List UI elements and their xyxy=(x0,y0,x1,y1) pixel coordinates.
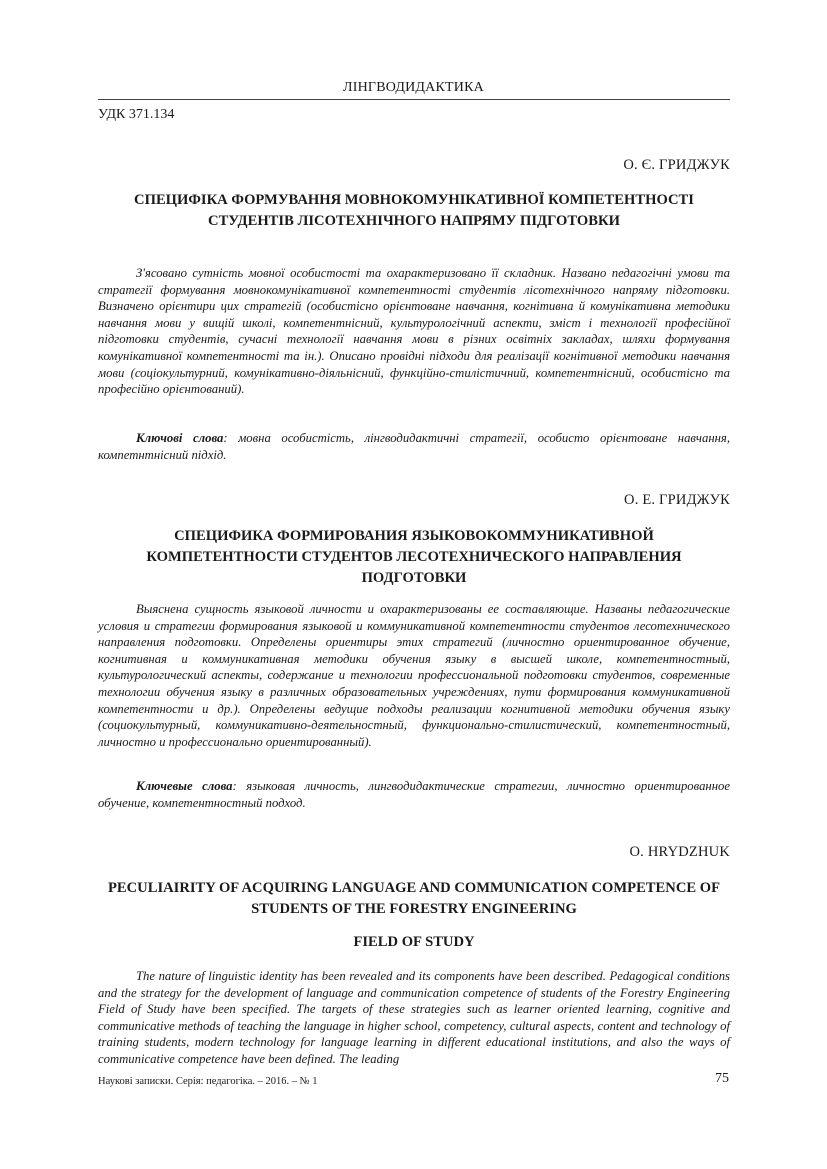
author-russian: О. Е. ГРИДЖУК xyxy=(624,492,730,508)
abstract-english: The nature of linguistic identity has been revealed and its components have been described. Pedagogical conditions and the strategy for the development of language and communication competence of students of the Forestry Engineering Field of Study have been specified. The targets of these strategies such as learner oriented learning, cognitive and communicative methods of teaching the language in higher school, competency, cultural aspects, content and technology of training students, modern technology for language learning in different educational institutions, and also the ways of communicative competence have been defined. The leading xyxy=(98,969,730,1066)
journal-footer: Наукові записки. Серія: педагогіка. – 2016. – № 1 xyxy=(98,1076,318,1087)
subtitle-english: FIELD OF STUDY xyxy=(353,934,475,950)
keywords-text-ukrainian: : мовна особистість, лінгводидактичні стратегії, особисто орієнтоване навчання, компетнтнісний підхід. xyxy=(98,431,730,462)
abstract-russian: Выяснена сущность языковой личности и охарактеризованы ее составляющие. Названы педагогические условия и стратегии формирования языковой и коммуникативной компетентности студентов лесотехнического направления подготовки. Определены ориентиры этих стратегий (личностно ориентированное обучение, когнитивная и коммуникативная методики обучения языку в высшей школе, компетентностный, культурологический аспекты, содержание и технологии профессиональной подготовки студентов, современные технологии обучения языку в различных образовательных учреждениях, пути формирования коммуникативной компетентности и др.). Определены ведущие подходы реализации когнитивной методики обучения языку (социокультурный, коммуникативно-деятельностный, функционально-стилистический, компетентностный, личностно и профессионально ориентированный). xyxy=(98,602,730,749)
abstract-ukrainian: З'ясовано сутність мовної особистості та охарактеризовано її складник. Названо педагогічні умови та стратегії формування мовнокомунікативної компетентності студентів лісотехнічного напряму підготовки. Визначено орієнтири цих стратегій (особистісно орієнтоване навчання, когнітивна й комунікативна методики навчання мови у вищій школі, компетентнісний, культурологічний аспекти, зміст і технології професійної підготовки студентів, сучасні технології навчання мови в різних освітніх закладах, шляхи формування комунікативної компетентності та ін.). Описано провідні підходи для реалізації когнітивної методики навчання мови (соціокультурний, комунікативно-діяльнісний, функційно-стилістичний, компетентнісний, особистісно та професійно орієнтований). xyxy=(98,266,730,397)
keywords-russian xyxy=(98,778,730,811)
keywords-label-russian: Ключевые слова xyxy=(136,779,233,793)
title-english: PECULIAIRITY OF ACQUIRING LANGUAGE AND COMMUNICATION COMPETENCE OF STUDENTS OF THE FORESTRY ENGINEERING xyxy=(107,880,721,917)
title-ukrainian: СПЕЦИФІКА ФОРМУВАННЯ МОВНОКОМУНІКАТИВНОЇ КОМПЕТЕНТНОСТІ СТУДЕНТІВ ЛІСОТЕХНІЧНОГО НАПРЯМУ ПІДГОТОВКИ xyxy=(134,192,694,229)
title-russian: СПЕЦИФИКА ФОРМИРОВАНИЯ ЯЗЫКОВОКОММУНИКАТИВНОЙ КОМПЕТЕНТНОСТИ СТУДЕНТОВ ЛЕСОТЕХНИЧЕСКОГО НАПРАВЛЕНИЯ ПОДГОТОВКИ xyxy=(146,528,682,586)
header-rule xyxy=(98,99,730,100)
keywords-label-ukrainian: Ключові слова xyxy=(136,431,224,445)
keywords-ukrainian xyxy=(98,430,730,463)
keywords-text-russian: : языковая личность, лингводидактические стратегии, личностно ориентированное обучение, компетентностный подход. xyxy=(98,779,730,810)
page-number: 75 xyxy=(715,1071,729,1086)
udk-code: УДК 371.134 xyxy=(98,107,175,122)
author-ukrainian: О. Є. ГРИДЖУК xyxy=(623,157,730,173)
author-english: O. HRYDZHUK xyxy=(629,844,730,860)
running-header: ЛІНГВОДИДАКТИКА xyxy=(343,80,484,95)
